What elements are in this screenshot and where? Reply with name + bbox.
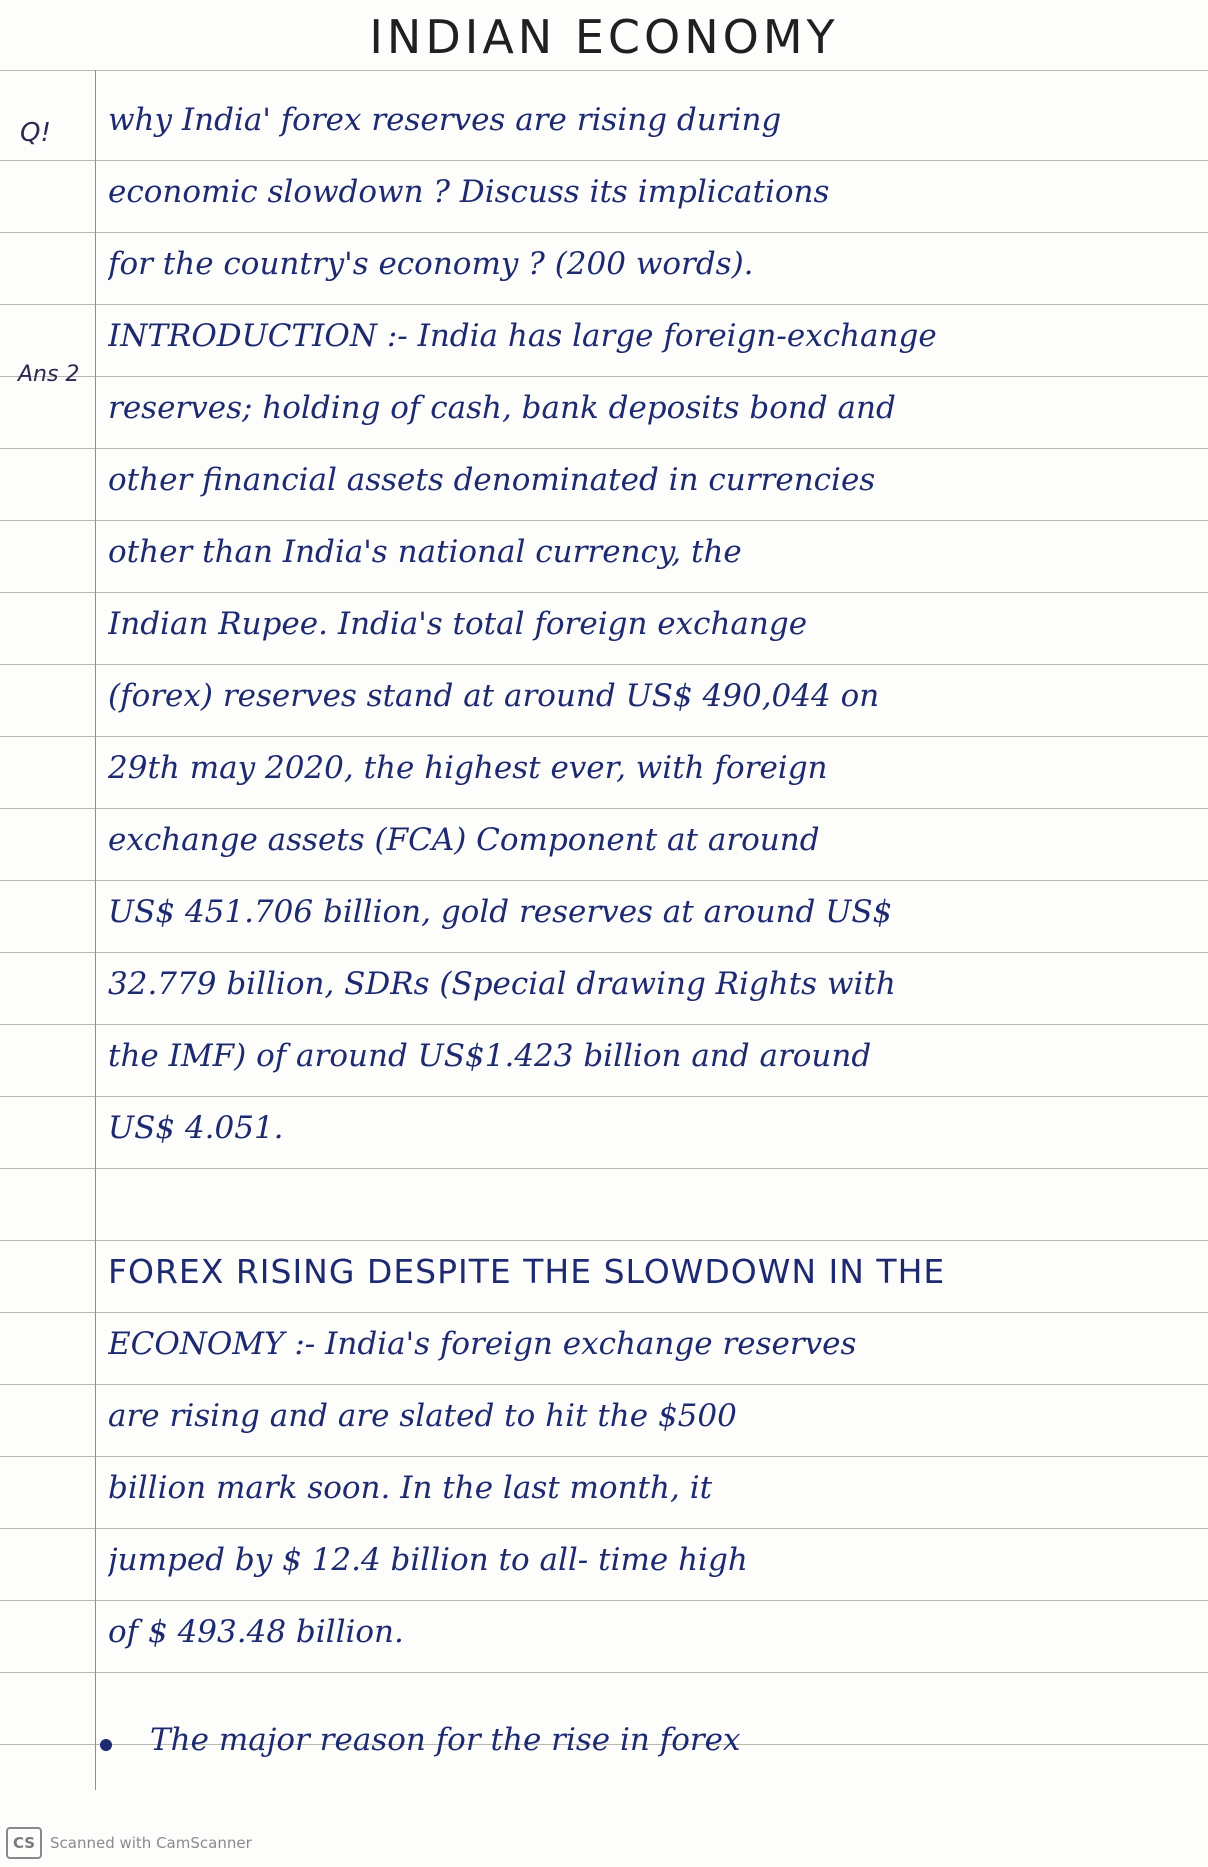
answer-line: other than India's national currency, the — [108, 534, 742, 570]
section-line: billion mark soon. In the last month, it — [108, 1470, 713, 1506]
answer-line: reserves; holding of cash, bank deposits bond and — [108, 390, 896, 426]
rule-line — [0, 1456, 1208, 1457]
answer-line: INTRODUCTION :- India has large foreign-exchange — [108, 318, 937, 354]
answer-line: exchange assets (FCA) Component at around — [108, 822, 820, 858]
rule-line — [0, 232, 1208, 233]
section-line: jumped by $ 12.4 billion to all- time high — [108, 1542, 748, 1578]
camscanner-logo: CS — [6, 1827, 42, 1859]
bullet-line: The major reason for the rise in forex — [150, 1722, 741, 1758]
answer-line: 29th may 2020, the highest ever, with foreign — [108, 750, 828, 786]
section-line: ECONOMY :- India's foreign exchange reserves — [108, 1326, 857, 1362]
section-line: are rising and are slated to hit the $500 — [108, 1398, 737, 1434]
answer-line: US$ 4.051. — [108, 1110, 284, 1146]
answer-line: US$ 451.706 billion, gold reserves at around US$ — [108, 894, 893, 930]
section-heading: FOREX RISING DESPITE THE SLOWDOWN IN THE — [108, 1252, 946, 1291]
scanner-watermark — [6, 1826, 252, 1860]
rule-line — [0, 1024, 1208, 1025]
rule-line — [0, 1672, 1208, 1673]
answer-marker: Ans 2 — [18, 362, 80, 387]
section-line: of $ 493.48 billion. — [108, 1614, 404, 1650]
rule-line — [0, 880, 1208, 881]
question-marker: Q! — [20, 118, 51, 148]
answer-line: other financial assets denominated in currencies — [108, 462, 876, 498]
rule-line — [0, 808, 1208, 809]
answer-line: 32.779 billion, SDRs (Special drawing Rights with — [108, 966, 896, 1002]
rule-line — [0, 592, 1208, 593]
rule-line — [0, 520, 1208, 521]
page-title: INDIAN ECONOMY — [369, 10, 839, 64]
margin-line — [95, 70, 96, 1790]
rule-line — [0, 736, 1208, 737]
rule-line — [0, 70, 1208, 71]
rule-line — [0, 1600, 1208, 1601]
rule-line — [0, 304, 1208, 305]
rule-line — [0, 952, 1208, 953]
answer-line: Indian Rupee. India's total foreign exchange — [108, 606, 808, 642]
answer-line: the IMF) of around US$1.423 billion and around — [108, 1038, 872, 1074]
rule-line — [0, 664, 1208, 665]
bullet-dot — [100, 1739, 112, 1751]
answer-line: (forex) reserves stand at around US$ 490,044 on — [108, 678, 880, 714]
scanner-text: Scanned with CamScanner — [50, 1834, 252, 1852]
rule-line — [0, 1240, 1208, 1241]
rule-line — [0, 160, 1208, 161]
rule-line — [0, 1384, 1208, 1385]
rule-line — [0, 1096, 1208, 1097]
question-line: economic slowdown ? Discuss its implications — [108, 174, 830, 210]
question-line: why India' forex reserves are rising during — [108, 102, 782, 138]
rule-line — [0, 1312, 1208, 1313]
rule-line — [0, 448, 1208, 449]
rule-line — [0, 1168, 1208, 1169]
rule-line — [0, 1528, 1208, 1529]
rule-line — [0, 376, 1208, 377]
question-line: for the country's economy ? (200 words). — [108, 246, 754, 282]
